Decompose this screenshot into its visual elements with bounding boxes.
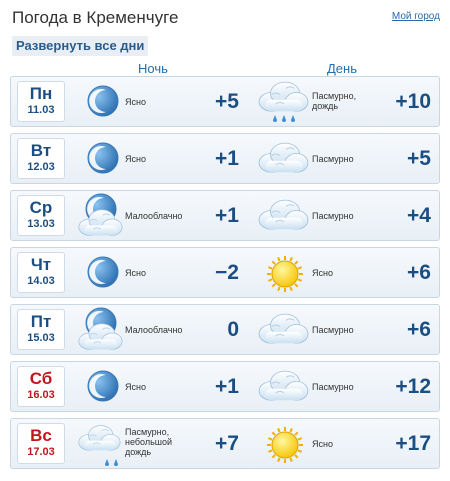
day-date: 13.03 (27, 218, 55, 230)
day-name: Пн (29, 84, 53, 103)
sun-icon (255, 248, 313, 303)
forecast-row[interactable] (10, 304, 440, 355)
forecast-row[interactable] (10, 361, 440, 412)
day-temperature: +5 (407, 147, 431, 170)
day-label (17, 309, 65, 350)
cloud-rain-icon (255, 77, 313, 132)
cloud-icon (255, 305, 313, 360)
day-condition: Ясно (312, 268, 333, 278)
cloud-icon (255, 134, 313, 189)
sun-icon (255, 419, 313, 474)
night-condition: Малооблачно (125, 211, 183, 221)
day-name: Вс (30, 426, 52, 445)
day-name: Чт (30, 255, 52, 274)
night-condition: Ясно (125, 154, 146, 164)
night-temperature: +1 (215, 375, 239, 398)
day-condition: Пасмурно (312, 154, 354, 164)
day-label (17, 138, 65, 179)
cloud-icon (255, 362, 313, 417)
forecast-row[interactable] (10, 418, 440, 469)
day-name: Сб (29, 369, 53, 388)
moon-icon (75, 77, 125, 132)
day-condition: Ясно (312, 439, 333, 449)
moon-icon (75, 248, 125, 303)
day-temperature: +6 (407, 261, 431, 284)
forecast-row[interactable] (10, 247, 440, 298)
night-condition: Ясно (125, 382, 146, 392)
night-condition: Малооблачно (125, 325, 183, 335)
moon-cloud-icon (75, 191, 125, 246)
night-condition: Ясно (125, 97, 146, 107)
day-condition: Пасмурно (312, 325, 354, 335)
day-condition: Пасмурно (312, 382, 354, 392)
day-date: 12.03 (27, 161, 55, 173)
day-temperature: +12 (395, 375, 431, 398)
day-name: Вт (30, 141, 52, 160)
day-date: 15.03 (27, 332, 55, 344)
night-condition: Ясно (125, 268, 146, 278)
day-column-header: День (327, 61, 357, 76)
night-temperature: +1 (215, 204, 239, 227)
forecast-list (10, 76, 440, 475)
day-label (17, 252, 65, 293)
page-title: Погода в Кременчуге (12, 8, 179, 27)
day-label (17, 423, 65, 464)
night-condition: Пасмурно, небольшой дождь (125, 427, 173, 457)
my-city-link[interactable]: Мой город (391, 11, 440, 22)
day-temperature: +10 (395, 90, 431, 113)
day-condition: Пасмурно, дождь (312, 91, 357, 111)
night-temperature: +1 (215, 147, 239, 170)
night-temperature: +5 (215, 90, 239, 113)
moon-icon (75, 362, 125, 417)
day-date: 14.03 (27, 275, 55, 287)
night-temperature: −2 (215, 261, 239, 284)
moon-icon (75, 134, 125, 189)
day-date: 16.03 (27, 389, 55, 401)
day-label (17, 81, 65, 122)
night-column-header: Ночь (138, 61, 168, 76)
day-temperature: +6 (407, 318, 431, 341)
forecast-row[interactable] (10, 190, 440, 241)
cloud-light-rain-icon (75, 419, 125, 474)
day-label (17, 195, 65, 236)
day-temperature: +17 (395, 432, 431, 455)
day-date: 11.03 (27, 104, 55, 116)
day-temperature: +4 (407, 204, 431, 227)
moon-cloud-icon (75, 305, 125, 360)
day-date: 17.03 (27, 446, 55, 458)
day-name: Ср (29, 198, 53, 217)
day-label (17, 366, 65, 407)
forecast-row[interactable] (10, 76, 440, 127)
night-temperature: +7 (215, 432, 239, 455)
forecast-row[interactable] (10, 133, 440, 184)
night-temperature: 0 (227, 318, 239, 341)
day-condition: Пасмурно (312, 211, 354, 221)
day-name: Пт (30, 312, 52, 331)
expand-all-days-button[interactable]: Развернуть все дни (12, 36, 148, 56)
cloud-icon (255, 191, 313, 246)
